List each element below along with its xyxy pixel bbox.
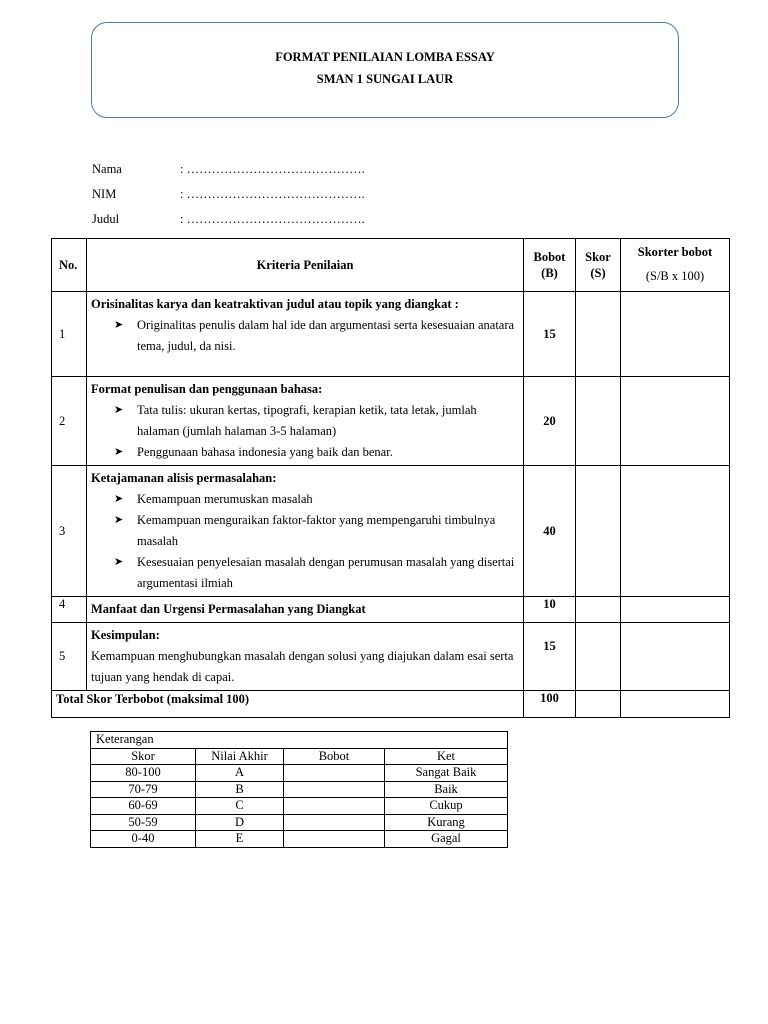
criteria-heading: Kesimpulan: <box>91 628 160 642</box>
table-row <box>52 466 730 597</box>
criteria-cell <box>87 623 524 691</box>
title-box <box>91 22 679 118</box>
header-bobot: Bobot (B) <box>524 239 576 292</box>
arrow-bullet-icon: ➤ <box>114 319 124 331</box>
arrow-bullet-icon: ➤ <box>114 493 124 505</box>
criteria-bullet: ➤ Kemampuan menguraikan faktor-faktor yang mempengaruhi timbulnya masalah <box>91 510 519 552</box>
total-skor-cell[interactable] <box>576 691 621 718</box>
table-row <box>52 597 730 623</box>
ket-cell: 60-69 <box>91 798 196 815</box>
criteria-bullet: ➤ Kemampuan merumuskan masalah <box>91 489 519 510</box>
ket-cell: 70-79 <box>91 781 196 798</box>
table-row <box>52 292 730 377</box>
criteria-heading: Orisinalitas karya dan keatraktivan judul atau topik yang diangkat : <box>91 297 459 311</box>
criteria-text: Kemampuan menghubungkan masalah dengan solusi yang diajukan dalam esai serta tujuan yang hendak di capai. <box>91 649 514 684</box>
skor-cell[interactable] <box>576 623 621 691</box>
criteria-heading: Format penulisan dan penggunaan bahasa: <box>91 382 323 396</box>
bobot-value: 40 <box>524 466 576 597</box>
row-number: 1 <box>52 292 87 377</box>
identity-field: : ……………………………………. <box>180 212 365 226</box>
keterangan-caption: Keterangan <box>91 732 508 749</box>
table-header-row <box>52 239 730 292</box>
identity-field: : ……………………………………. <box>180 162 365 176</box>
criteria-cell <box>87 292 524 377</box>
keterangan-caption-row <box>91 732 508 749</box>
table-row <box>91 765 508 782</box>
bobot-value: 15 <box>524 623 576 691</box>
bobot-value: 10 <box>524 597 576 623</box>
ket-cell <box>284 765 385 782</box>
criteria-bullet: ➤ Kesesuaian penyelesaian masalah dengan perumusan masalah yang disertai argumentasi ilmiah <box>91 552 519 594</box>
ket-cell: 0-40 <box>91 831 196 848</box>
table-row <box>52 623 730 691</box>
ket-cell: Gagal <box>385 831 508 848</box>
arrow-bullet-icon: ➤ <box>114 404 124 416</box>
ket-cell: B <box>196 781 284 798</box>
criteria-heading: Manfaat dan Urgensi Permasalahan yang Diangkat <box>87 597 524 623</box>
skor-cell[interactable] <box>576 292 621 377</box>
total-label: Total Skor Terbobot (maksimal 100) <box>52 691 524 718</box>
criteria-bullet: ➤ Tata tulis: ukuran kertas, tipografi, kerapian ketik, tata letak, jumlah halaman (jumlah halaman 3-5 halaman) <box>91 400 519 442</box>
skor-cell[interactable] <box>576 377 621 466</box>
identity-row-judul <box>92 212 365 227</box>
ket-cell: Cukup <box>385 798 508 815</box>
keterangan-table <box>90 731 508 848</box>
criteria-bullet: ➤ Penggunaan bahasa indonesia yang baik dan benar. <box>91 442 519 463</box>
keterangan-header-row <box>91 748 508 765</box>
table-row <box>91 798 508 815</box>
row-number: 2 <box>52 377 87 466</box>
table-row <box>52 377 730 466</box>
identity-row-nama <box>92 162 365 177</box>
criteria-cell <box>87 466 524 597</box>
assessment-table <box>51 238 730 718</box>
ket-cell: Kurang <box>385 814 508 831</box>
document-title: FORMAT PENILAIAN LOMBA ESSAY <box>275 50 495 64</box>
bobot-value: 15 <box>524 292 576 377</box>
ket-cell: 50-59 <box>91 814 196 831</box>
identity-label: Nama <box>92 162 122 176</box>
identity-label: NIM <box>92 187 117 201</box>
table-row <box>91 781 508 798</box>
ket-header: Nilai Akhir <box>196 748 284 765</box>
school-name: SMAN 1 SUNGAI LAUR <box>316 72 454 86</box>
identity-field: : ……………………………………. <box>180 187 365 201</box>
row-number: 5 <box>52 623 87 691</box>
ket-header: Ket <box>385 748 508 765</box>
skorter-cell[interactable] <box>621 466 730 597</box>
total-value: 100 <box>524 691 576 718</box>
skor-cell[interactable] <box>576 597 621 623</box>
ket-cell: A <box>196 765 284 782</box>
criteria-bullet: ➤ Originalitas penulis dalam hal ide dan argumentasi serta kesesuaian anatara tema, judul, da nisi. <box>91 315 519 357</box>
table-row <box>91 831 508 848</box>
ket-cell <box>284 831 385 848</box>
criteria-heading: Ketajamanan alisis permasalahan: <box>91 471 277 485</box>
total-skorter-cell[interactable] <box>621 691 730 718</box>
identity-label: Judul <box>92 212 120 226</box>
ket-cell <box>284 814 385 831</box>
ket-header: Skor <box>91 748 196 765</box>
skorter-cell[interactable] <box>621 597 730 623</box>
ket-cell: D <box>196 814 284 831</box>
ket-cell: C <box>196 798 284 815</box>
table-row <box>91 814 508 831</box>
skor-cell[interactable] <box>576 466 621 597</box>
header-no: No. <box>52 239 87 292</box>
arrow-bullet-icon: ➤ <box>114 446 124 458</box>
ket-cell: Sangat Baik <box>385 765 508 782</box>
criteria-cell <box>87 377 524 466</box>
ket-cell <box>284 781 385 798</box>
arrow-bullet-icon: ➤ <box>114 556 124 568</box>
skorter-cell[interactable] <box>621 292 730 377</box>
identity-row-nim <box>92 187 365 202</box>
row-number: 4 <box>52 597 87 623</box>
skorter-cell[interactable] <box>621 377 730 466</box>
ket-cell <box>284 798 385 815</box>
ket-cell: Baik <box>385 781 508 798</box>
ket-cell: 80-100 <box>91 765 196 782</box>
arrow-bullet-icon: ➤ <box>114 514 124 526</box>
row-number: 3 <box>52 466 87 597</box>
ket-cell: E <box>196 831 284 848</box>
header-kriteria: Kriteria Penilaian <box>87 239 524 292</box>
total-row <box>52 691 730 718</box>
header-skorter: Skorter bobot (S/B x 100) <box>621 239 730 292</box>
skorter-cell[interactable] <box>621 623 730 691</box>
ket-header: Bobot <box>284 748 385 765</box>
header-skor: Skor (S) <box>576 239 621 292</box>
bobot-value: 20 <box>524 377 576 466</box>
